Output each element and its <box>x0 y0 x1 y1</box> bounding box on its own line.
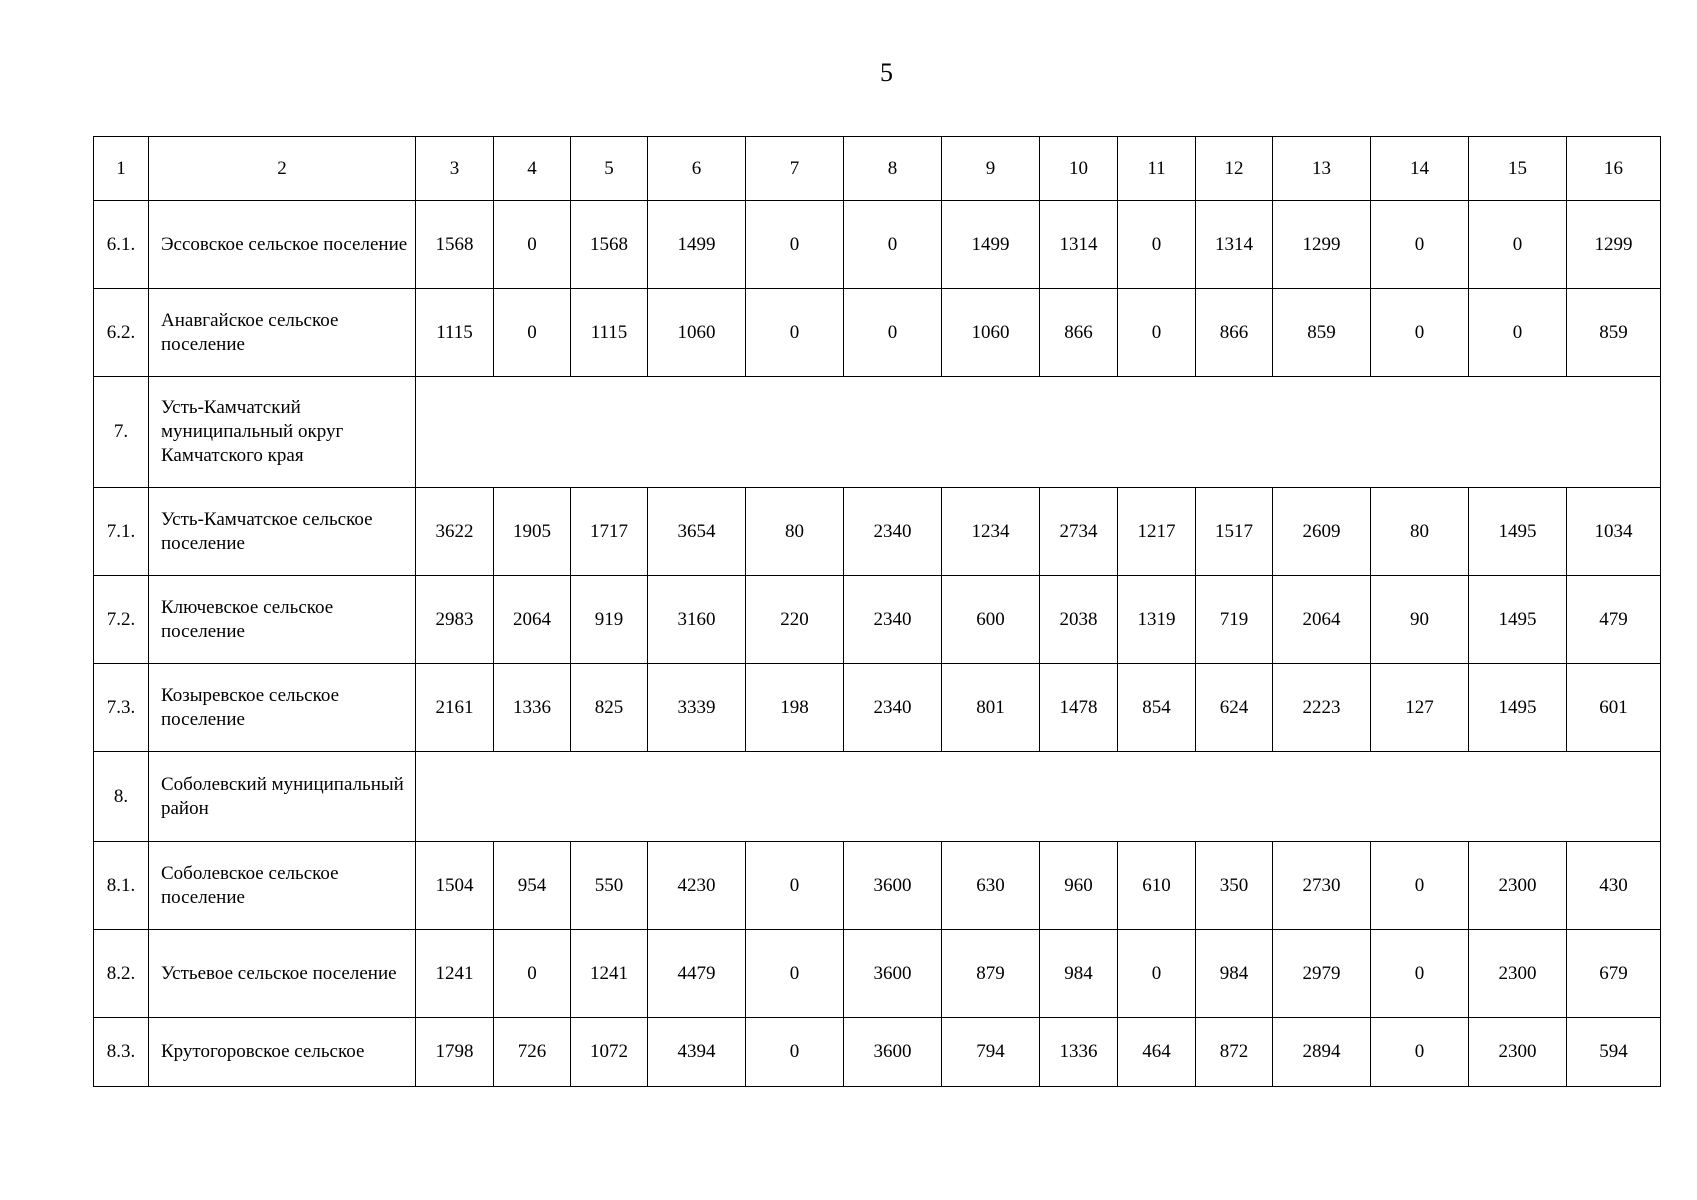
value-cell: 1336 <box>1040 1018 1118 1087</box>
table-row <box>94 576 1661 664</box>
column-header: 2 <box>149 137 416 201</box>
column-header: 15 <box>1469 137 1567 201</box>
table-row <box>94 377 1661 488</box>
table-row <box>94 201 1661 289</box>
value-cell: 594 <box>1567 1018 1661 1087</box>
value-cell: 1717 <box>571 488 648 576</box>
column-header: 14 <box>1371 137 1469 201</box>
table-body <box>94 137 1661 1087</box>
data-table <box>93 136 1661 1087</box>
value-cell: 1517 <box>1196 488 1273 576</box>
value-cell: 3600 <box>844 1018 942 1087</box>
value-cell: 4394 <box>648 1018 746 1087</box>
value-cell: 719 <box>1196 576 1273 664</box>
value-cell: 0 <box>844 201 942 289</box>
row-name: Усть-Камчатское сельское поселение <box>149 488 416 576</box>
section-spacer-cell <box>416 377 1661 488</box>
table-row <box>94 1018 1661 1087</box>
column-header: 16 <box>1567 137 1661 201</box>
value-cell: 0 <box>1118 289 1196 377</box>
value-cell: 350 <box>1196 842 1273 930</box>
row-number: 7.2. <box>94 576 149 664</box>
value-cell: 464 <box>1118 1018 1196 1087</box>
value-cell: 4230 <box>648 842 746 930</box>
value-cell: 2064 <box>1273 576 1371 664</box>
value-cell: 2300 <box>1469 1018 1567 1087</box>
value-cell: 2730 <box>1273 842 1371 930</box>
value-cell: 1060 <box>942 289 1040 377</box>
row-name: Эссовское сельское поселение <box>149 201 416 289</box>
value-cell: 4479 <box>648 930 746 1018</box>
column-header: 13 <box>1273 137 1371 201</box>
value-cell: 127 <box>1371 664 1469 752</box>
value-cell: 859 <box>1567 289 1661 377</box>
row-name: Анавгайское сельское поселение <box>149 289 416 377</box>
value-cell: 1299 <box>1567 201 1661 289</box>
column-header: 5 <box>571 137 648 201</box>
row-number: 7. <box>94 377 149 488</box>
value-cell: 960 <box>1040 842 1118 930</box>
column-header: 9 <box>942 137 1040 201</box>
section-spacer-cell <box>416 752 1661 842</box>
value-cell: 198 <box>746 664 844 752</box>
column-header: 4 <box>494 137 571 201</box>
value-cell: 1905 <box>494 488 571 576</box>
value-cell: 430 <box>1567 842 1661 930</box>
value-cell: 1241 <box>416 930 494 1018</box>
value-cell: 2300 <box>1469 930 1567 1018</box>
value-cell: 3600 <box>844 930 942 1018</box>
value-cell: 2609 <box>1273 488 1371 576</box>
value-cell: 80 <box>746 488 844 576</box>
value-cell: 1495 <box>1469 488 1567 576</box>
value-cell: 1034 <box>1567 488 1661 576</box>
value-cell: 1217 <box>1118 488 1196 576</box>
row-number: 7.1. <box>94 488 149 576</box>
value-cell: 1478 <box>1040 664 1118 752</box>
value-cell: 0 <box>746 842 844 930</box>
value-cell: 2161 <box>416 664 494 752</box>
column-header: 10 <box>1040 137 1118 201</box>
value-cell: 954 <box>494 842 571 930</box>
value-cell: 0 <box>1118 201 1196 289</box>
value-cell: 0 <box>1371 201 1469 289</box>
value-cell: 0 <box>1469 289 1567 377</box>
table-row <box>94 289 1661 377</box>
value-cell: 1299 <box>1273 201 1371 289</box>
row-name: Соболевское сельское поселение <box>149 842 416 930</box>
value-cell: 1495 <box>1469 576 1567 664</box>
value-cell: 0 <box>1469 201 1567 289</box>
value-cell: 1115 <box>416 289 494 377</box>
value-cell: 984 <box>1196 930 1273 1018</box>
header-row <box>94 137 1661 201</box>
value-cell: 879 <box>942 930 1040 1018</box>
value-cell: 1568 <box>571 201 648 289</box>
column-header: 11 <box>1118 137 1196 201</box>
value-cell: 3339 <box>648 664 746 752</box>
value-cell: 479 <box>1567 576 1661 664</box>
column-header: 7 <box>746 137 844 201</box>
value-cell: 1504 <box>416 842 494 930</box>
value-cell: 610 <box>1118 842 1196 930</box>
value-cell: 1314 <box>1196 201 1273 289</box>
value-cell: 3160 <box>648 576 746 664</box>
value-cell: 801 <box>942 664 1040 752</box>
value-cell: 630 <box>942 842 1040 930</box>
value-cell: 80 <box>1371 488 1469 576</box>
table-row <box>94 752 1661 842</box>
value-cell: 2983 <box>416 576 494 664</box>
value-cell: 0 <box>1371 1018 1469 1087</box>
value-cell: 0 <box>1371 930 1469 1018</box>
value-cell: 984 <box>1040 930 1118 1018</box>
value-cell: 2300 <box>1469 842 1567 930</box>
table-row <box>94 488 1661 576</box>
value-cell: 1115 <box>571 289 648 377</box>
value-cell: 0 <box>746 289 844 377</box>
value-cell: 872 <box>1196 1018 1273 1087</box>
value-cell: 2894 <box>1273 1018 1371 1087</box>
value-cell: 859 <box>1273 289 1371 377</box>
value-cell: 220 <box>746 576 844 664</box>
value-cell: 2340 <box>844 488 942 576</box>
row-name: Козыревское сельское поселение <box>149 664 416 752</box>
value-cell: 1568 <box>416 201 494 289</box>
value-cell: 866 <box>1040 289 1118 377</box>
page-number: 5 <box>880 58 893 87</box>
value-cell: 0 <box>1118 930 1196 1018</box>
row-name: Крутогоровское сельское <box>149 1018 416 1087</box>
row-name: Ключевское сельское поселение <box>149 576 416 664</box>
value-cell: 1499 <box>648 201 746 289</box>
value-cell: 726 <box>494 1018 571 1087</box>
value-cell: 90 <box>1371 576 1469 664</box>
value-cell: 2038 <box>1040 576 1118 664</box>
row-number: 6.1. <box>94 201 149 289</box>
value-cell: 1314 <box>1040 201 1118 289</box>
value-cell: 1319 <box>1118 576 1196 664</box>
row-number: 8.1. <box>94 842 149 930</box>
value-cell: 0 <box>746 1018 844 1087</box>
value-cell: 2734 <box>1040 488 1118 576</box>
value-cell: 1060 <box>648 289 746 377</box>
value-cell: 825 <box>571 664 648 752</box>
value-cell: 2340 <box>844 576 942 664</box>
value-cell: 1798 <box>416 1018 494 1087</box>
value-cell: 1336 <box>494 664 571 752</box>
value-cell: 624 <box>1196 664 1273 752</box>
value-cell: 2340 <box>844 664 942 752</box>
value-cell: 0 <box>746 201 844 289</box>
value-cell: 0 <box>494 930 571 1018</box>
table-row <box>94 930 1661 1018</box>
value-cell: 2064 <box>494 576 571 664</box>
value-cell: 0 <box>494 289 571 377</box>
value-cell: 854 <box>1118 664 1196 752</box>
value-cell: 2223 <box>1273 664 1371 752</box>
value-cell: 1499 <box>942 201 1040 289</box>
value-cell: 3600 <box>844 842 942 930</box>
table-row <box>94 842 1661 930</box>
table-row <box>94 664 1661 752</box>
value-cell: 0 <box>1371 289 1469 377</box>
column-header: 3 <box>416 137 494 201</box>
value-cell: 1234 <box>942 488 1040 576</box>
row-name: Устьевое сельское поселение <box>149 930 416 1018</box>
column-header: 8 <box>844 137 942 201</box>
value-cell: 794 <box>942 1018 1040 1087</box>
value-cell: 600 <box>942 576 1040 664</box>
value-cell: 601 <box>1567 664 1661 752</box>
value-cell: 0 <box>746 930 844 1018</box>
value-cell: 0 <box>844 289 942 377</box>
value-cell: 3654 <box>648 488 746 576</box>
value-cell: 1495 <box>1469 664 1567 752</box>
row-number: 8.2. <box>94 930 149 1018</box>
value-cell: 0 <box>494 201 571 289</box>
row-number: 8. <box>94 752 149 842</box>
row-name: Соболевский муниципальный район <box>149 752 416 842</box>
row-number: 7.3. <box>94 664 149 752</box>
row-number: 8.3. <box>94 1018 149 1087</box>
row-number: 6.2. <box>94 289 149 377</box>
value-cell: 2979 <box>1273 930 1371 1018</box>
column-header: 12 <box>1196 137 1273 201</box>
value-cell: 679 <box>1567 930 1661 1018</box>
value-cell: 550 <box>571 842 648 930</box>
row-name: Усть-Камчатский муниципальный округ Камчатского края <box>149 377 416 488</box>
value-cell: 3622 <box>416 488 494 576</box>
value-cell: 919 <box>571 576 648 664</box>
value-cell: 866 <box>1196 289 1273 377</box>
value-cell: 1241 <box>571 930 648 1018</box>
value-cell: 1072 <box>571 1018 648 1087</box>
column-header: 6 <box>648 137 746 201</box>
column-header: 1 <box>94 137 149 201</box>
value-cell: 0 <box>1371 842 1469 930</box>
